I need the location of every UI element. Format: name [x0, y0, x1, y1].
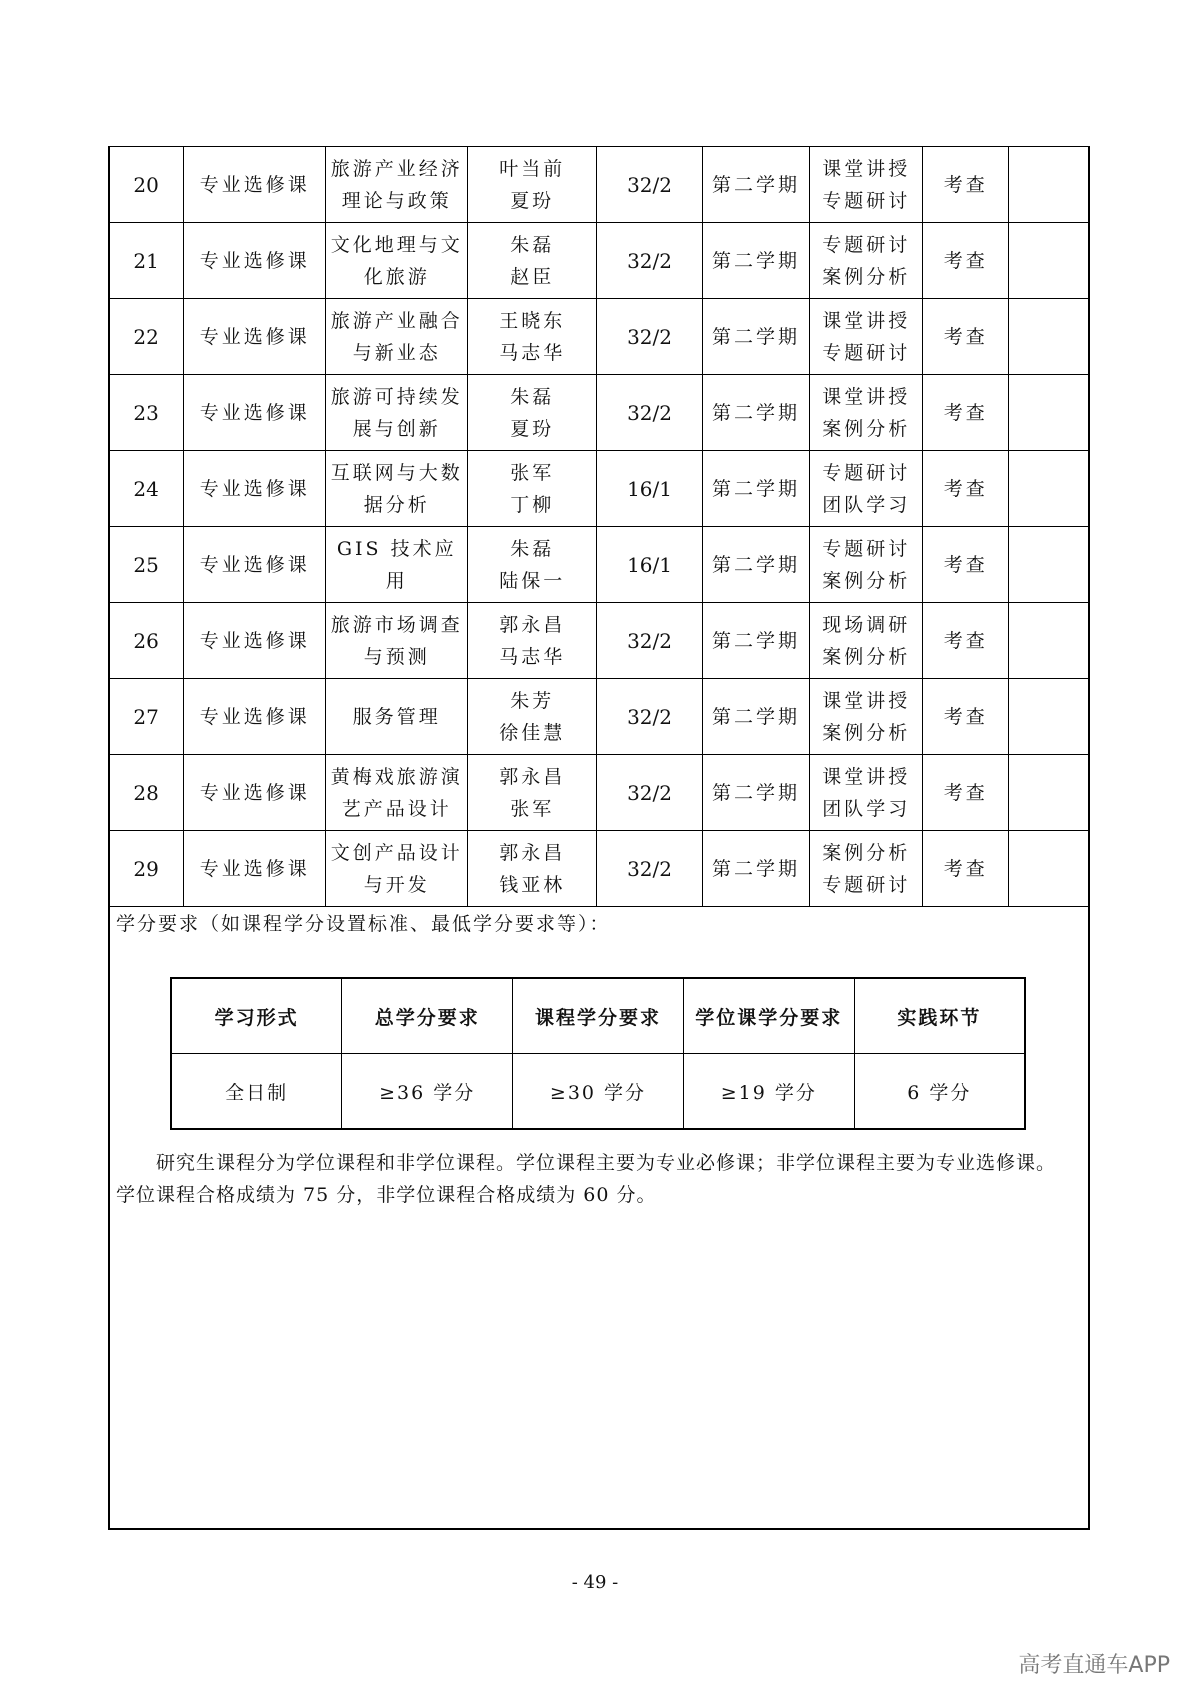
course-term-cell: 第二学期	[702, 603, 810, 679]
course-type-cell: 专业选修课	[184, 831, 326, 907]
course-assessment-cell: 考查	[923, 299, 1009, 375]
course-teachers-cell	[468, 147, 597, 223]
course-assessment-cell: 考查	[923, 147, 1009, 223]
credit-value-cell: 6 学分	[854, 1054, 1025, 1130]
course-method-cell	[810, 679, 923, 755]
course-teachers-line: 张军	[510, 797, 555, 820]
course-method-line: 案例分析	[822, 265, 911, 288]
course-term-cell: 第二学期	[702, 451, 810, 527]
course-assessment-cell: 考查	[923, 375, 1009, 451]
credit-value-cell: 全日制	[171, 1054, 342, 1130]
course-hours-cell: 16/1	[597, 527, 702, 603]
course-hours-cell: 32/2	[597, 679, 702, 755]
credit-header-cell: 总学分要求	[342, 978, 513, 1054]
course-teachers-cell	[468, 603, 597, 679]
course-teachers-line: 徐佳慧	[499, 721, 566, 744]
course-method-cell	[810, 831, 923, 907]
course-term-cell: 第二学期	[702, 755, 810, 831]
course-name-cell: 服务管理	[326, 679, 468, 755]
course-term-cell: 第二学期	[702, 375, 810, 451]
course-teachers-line: 朱磊	[510, 537, 555, 560]
course-assessment-cell: 考查	[923, 679, 1009, 755]
course-method-line: 团队学习	[822, 493, 911, 516]
course-hours-cell: 32/2	[597, 147, 702, 223]
course-method-cell	[810, 451, 923, 527]
credit-value-cell: ≥19 学分	[683, 1054, 854, 1130]
course-method-line: 专题研讨	[822, 461, 911, 484]
course-method-cell	[810, 375, 923, 451]
credit-header-cell: 学习形式	[171, 978, 342, 1054]
page-number: - 49 -	[571, 1572, 619, 1593]
credit-requirement-label: 学分要求（如课程学分设置标准、最低学分要求等）：	[116, 913, 611, 935]
course-table	[108, 146, 1090, 907]
course-teachers-line: 郭永昌	[499, 765, 566, 788]
course-teachers-cell	[468, 375, 597, 451]
course-teachers-line: 郭永昌	[499, 613, 566, 636]
course-name-cell: 文创产品设计与开发	[326, 831, 468, 907]
course-hours-cell: 16/1	[597, 451, 702, 527]
course-teachers-line: 马志华	[499, 341, 566, 364]
course-teachers-cell	[468, 527, 597, 603]
course-name-cell: 旅游可持续发展与创新	[326, 375, 468, 451]
course-teachers-cell	[468, 299, 597, 375]
course-method-cell	[810, 223, 923, 299]
table-row	[109, 299, 1090, 375]
course-remark-cell	[1009, 679, 1090, 755]
course-method-line: 案例分析	[822, 721, 911, 744]
course-remark-cell	[1009, 755, 1090, 831]
table-row	[109, 375, 1090, 451]
course-number-cell: 26	[109, 603, 184, 679]
course-hours-cell: 32/2	[597, 299, 702, 375]
table-row	[109, 451, 1090, 527]
table-row	[109, 527, 1090, 603]
course-hours-cell: 32/2	[597, 755, 702, 831]
course-method-line: 课堂讲授	[822, 385, 911, 408]
course-remark-cell	[1009, 451, 1090, 527]
course-number-cell: 28	[109, 755, 184, 831]
note-line: 研究生课程分为学位课程和非学位课程。学位课程主要为专业必修课；非学位课程主要为专业选修课。	[156, 1152, 1057, 1174]
course-term-cell: 第二学期	[702, 299, 810, 375]
course-method-cell	[810, 603, 923, 679]
course-type-cell: 专业选修课	[184, 527, 326, 603]
course-type-cell: 专业选修课	[184, 451, 326, 527]
credit-header-cell: 课程学分要求	[513, 978, 684, 1054]
course-type-cell: 专业选修课	[184, 603, 326, 679]
course-method-line: 课堂讲授	[822, 765, 911, 788]
course-remark-cell	[1009, 375, 1090, 451]
course-teachers-line: 叶当前	[499, 157, 566, 180]
course-teachers-cell	[468, 223, 597, 299]
course-assessment-cell: 考查	[923, 451, 1009, 527]
course-number-cell: 29	[109, 831, 184, 907]
course-assessment-cell: 考查	[923, 223, 1009, 299]
course-method-line: 团队学习	[822, 797, 911, 820]
course-type-cell: 专业选修课	[184, 223, 326, 299]
course-method-line: 课堂讲授	[822, 309, 911, 332]
course-method-line: 专题研讨	[822, 873, 911, 896]
course-teachers-line: 钱亚林	[499, 873, 566, 896]
course-method-line: 案例分析	[822, 417, 911, 440]
course-method-cell	[810, 755, 923, 831]
course-name-cell: 旅游产业经济理论与政策	[326, 147, 468, 223]
course-method-line: 专题研讨	[822, 341, 911, 364]
course-term-cell: 第二学期	[702, 527, 810, 603]
course-number-cell: 20	[109, 147, 184, 223]
course-teachers-line: 丁柳	[510, 493, 555, 516]
course-hours-cell: 32/2	[597, 375, 702, 451]
course-hours-cell: 32/2	[597, 223, 702, 299]
table-row	[109, 147, 1090, 223]
course-type-cell: 专业选修课	[184, 375, 326, 451]
course-remark-cell	[1009, 831, 1090, 907]
table-row	[109, 755, 1090, 831]
course-hours-cell: 32/2	[597, 831, 702, 907]
course-method-line: 专题研讨	[822, 233, 911, 256]
course-method-cell	[810, 299, 923, 375]
course-teachers-cell	[468, 679, 597, 755]
course-teachers-line: 陆保一	[499, 569, 566, 592]
course-name-cell: 文化地理与文化旅游	[326, 223, 468, 299]
course-remark-cell	[1009, 603, 1090, 679]
course-term-cell: 第二学期	[702, 831, 810, 907]
course-teachers-cell	[468, 451, 597, 527]
course-name-cell: GIS 技术应用	[326, 527, 468, 603]
course-assessment-cell: 考查	[923, 527, 1009, 603]
course-teachers-line: 马志华	[499, 645, 566, 668]
course-number-cell: 23	[109, 375, 184, 451]
course-method-cell	[810, 527, 923, 603]
course-method-line: 课堂讲授	[822, 157, 911, 180]
course-method-line: 专题研讨	[822, 537, 911, 560]
course-assessment-cell: 考查	[923, 831, 1009, 907]
course-teachers-line: 夏玢	[510, 417, 555, 440]
course-term-cell: 第二学期	[702, 223, 810, 299]
table-row	[109, 603, 1090, 679]
course-number-cell: 25	[109, 527, 184, 603]
course-teachers-line: 朱芳	[510, 689, 555, 712]
course-teachers-cell	[468, 755, 597, 831]
course-hours-cell: 32/2	[597, 603, 702, 679]
course-remark-cell	[1009, 223, 1090, 299]
course-teachers-cell	[468, 831, 597, 907]
course-type-cell: 专业选修课	[184, 679, 326, 755]
watermark: 高考直通车APP	[1018, 1653, 1170, 1678]
course-method-line: 现场调研	[822, 613, 911, 636]
course-number-cell: 27	[109, 679, 184, 755]
course-note	[116, 1147, 1090, 1211]
course-name-cell: 黄梅戏旅游演艺产品设计	[326, 755, 468, 831]
course-teachers-line: 王晓东	[499, 309, 566, 332]
credit-header-cell: 实践环节	[854, 978, 1025, 1054]
document-frame	[108, 146, 1090, 1530]
course-teachers-line: 张军	[510, 461, 555, 484]
credit-value-cell: ≥36 学分	[342, 1054, 513, 1130]
course-assessment-cell: 考查	[923, 603, 1009, 679]
course-method-line: 案例分析	[822, 569, 911, 592]
course-teachers-line: 朱磊	[510, 385, 555, 408]
course-number-cell: 24	[109, 451, 184, 527]
credit-value-cell: ≥30 学分	[513, 1054, 684, 1130]
course-remark-cell	[1009, 527, 1090, 603]
course-type-cell: 专业选修课	[184, 755, 326, 831]
note-line: 学位课程合格成绩为 75 分，非学位课程合格成绩为 60 分。	[116, 1184, 657, 1206]
course-remark-cell	[1009, 147, 1090, 223]
course-teachers-line: 赵臣	[510, 265, 555, 288]
course-term-cell: 第二学期	[702, 147, 810, 223]
credit-header-cell: 学位课学分要求	[683, 978, 854, 1054]
course-method-line: 专题研讨	[822, 189, 911, 212]
course-name-cell: 旅游市场调查与预测	[326, 603, 468, 679]
table-row	[109, 223, 1090, 299]
course-teachers-line: 郭永昌	[499, 841, 566, 864]
course-teachers-line: 夏玢	[510, 189, 555, 212]
course-method-cell	[810, 147, 923, 223]
course-method-line: 案例分析	[822, 645, 911, 668]
course-remark-cell	[1009, 299, 1090, 375]
table-row	[109, 679, 1090, 755]
course-number-cell: 22	[109, 299, 184, 375]
course-type-cell: 专业选修课	[184, 299, 326, 375]
course-method-line: 课堂讲授	[822, 689, 911, 712]
course-type-cell: 专业选修课	[184, 147, 326, 223]
course-name-cell: 互联网与大数据分析	[326, 451, 468, 527]
credit-table	[170, 977, 1026, 1130]
course-name-cell: 旅游产业融合与新业态	[326, 299, 468, 375]
course-term-cell: 第二学期	[702, 679, 810, 755]
course-teachers-line: 朱磊	[510, 233, 555, 256]
course-assessment-cell: 考查	[923, 755, 1009, 831]
table-row	[109, 831, 1090, 907]
course-method-line: 案例分析	[822, 841, 911, 864]
course-number-cell: 21	[109, 223, 184, 299]
